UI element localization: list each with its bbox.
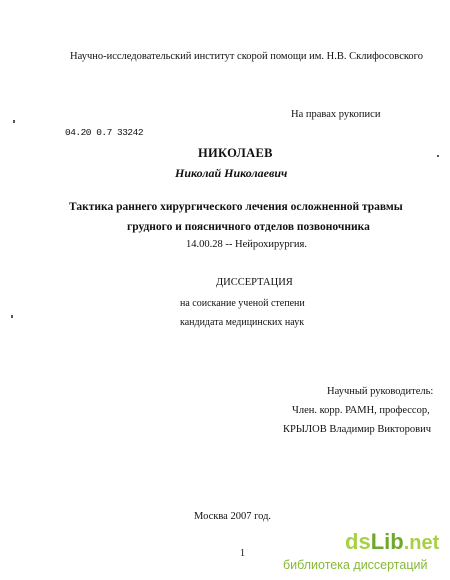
institute-name: Научно-исследовательский институт скорой помощи им. Н.В. Склифосовского bbox=[70, 51, 423, 62]
author-given-names: Николай Николаевич bbox=[175, 166, 288, 180]
watermark-subtitle: библиотека диссертаций bbox=[283, 558, 428, 572]
supervisor-name: КРЫЛОВ Владимир Викторович bbox=[283, 424, 431, 435]
scan-speck bbox=[11, 315, 13, 318]
manuscript-rights-note: На правах рукописи bbox=[291, 109, 381, 120]
author-surname: НИКОЛАЕВ bbox=[198, 146, 273, 160]
thesis-title-line-1: Тактика раннего хирургического лечения осложненной травмы bbox=[69, 201, 403, 213]
supervisor-title: Член. корр. РАМН, профессор, bbox=[292, 405, 430, 416]
library-stamp: 04.20 0.7 33242 bbox=[65, 127, 144, 138]
specialty-code: 14.00.28 -- Нейрохирургия. bbox=[186, 239, 307, 250]
degree-purpose: на соискание ученой степени bbox=[180, 298, 305, 309]
supervisor-label: Научный руководитель: bbox=[327, 386, 434, 397]
dslib-watermark bbox=[283, 531, 445, 575]
document-type: ДИССЕРТАЦИЯ bbox=[216, 277, 293, 288]
scan-speck bbox=[437, 155, 439, 157]
thesis-title-line-2: грудного и поясничного отделов позвоночника bbox=[127, 221, 370, 233]
dslib-logo: dsLib.net bbox=[345, 529, 440, 554]
degree-name: кандидата медицинских наук bbox=[180, 317, 305, 328]
scan-speck bbox=[13, 120, 15, 123]
city-and-year: Москва 2007 год. bbox=[194, 511, 272, 522]
page-number: 1 bbox=[240, 548, 245, 559]
